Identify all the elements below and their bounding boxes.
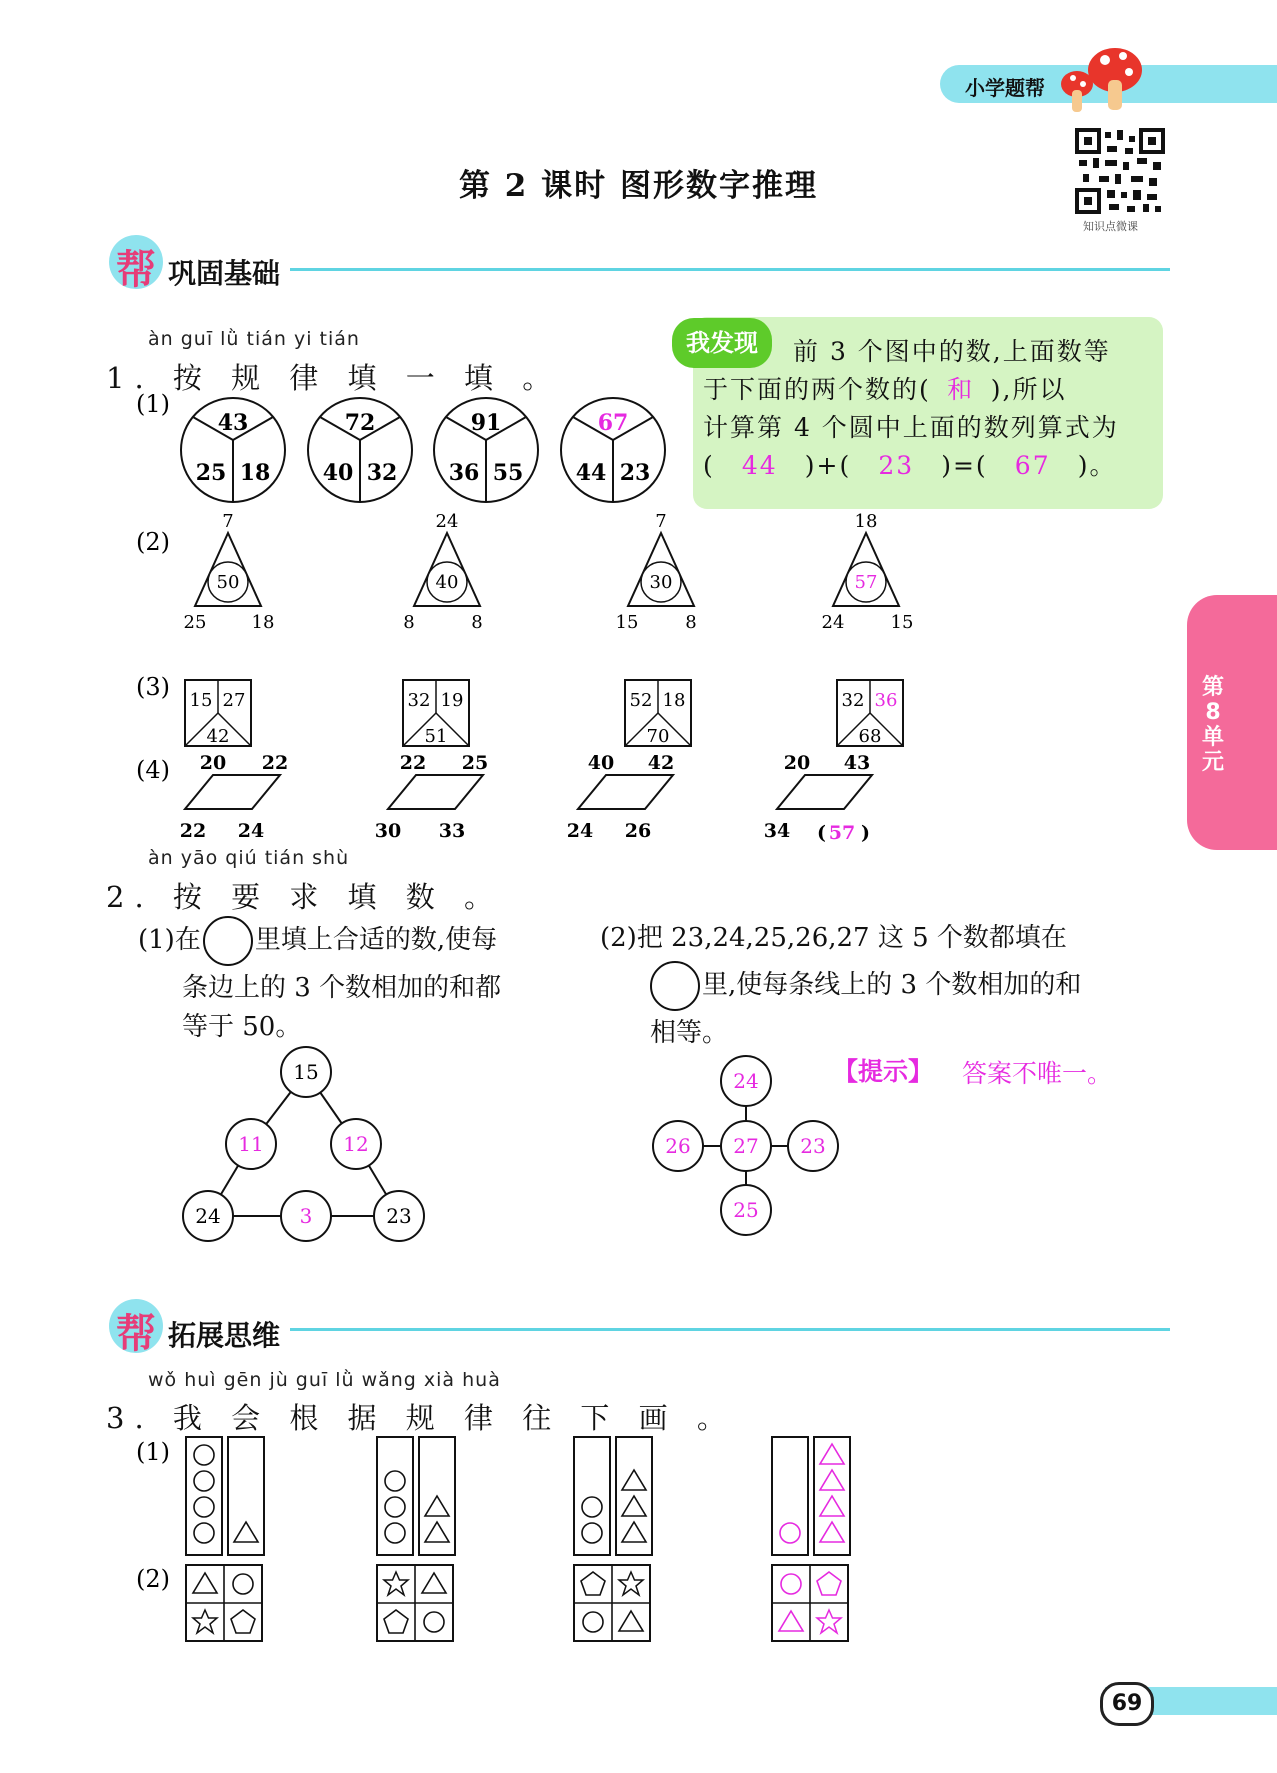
q2-triangle-diagram [150,1040,450,1250]
triangle-center: 40 [435,572,459,593]
box-c: 42 [206,726,230,747]
q2p1-line: 条边上的 3 个数相加的和都 [182,973,502,1003]
star-icon [619,1572,643,1595]
shape-square [186,1565,262,1641]
parallelogram-figure [764,752,872,844]
star-icon [193,1610,217,1633]
triangle-icon-answer [779,1611,803,1631]
q1-text: 1. 按 规 律 填 一 填 。 [106,361,562,395]
para-tl: 20 [199,752,227,774]
shape-grid [574,1437,652,1555]
triangle-icon [619,1611,643,1631]
triangle-left: 25 [183,612,207,633]
discover-line: 前 3 个图中的数,上面数等 [793,337,1111,366]
circle-top-answer: 67 [597,410,629,436]
q2p2-line: 相等。 [650,1018,729,1048]
box-c: 51 [424,726,448,747]
q1-part3-label: (3) [136,673,170,701]
para-tl: 40 [587,752,615,774]
triangle-icon-answer [820,1496,844,1516]
q2-text: 2. 按 要 求 填 数 。 [106,880,503,914]
para-paren: ( [817,822,826,844]
q2-pinyin: àn yāo qiú tián shù [148,847,350,869]
circle-icon [233,1574,253,1594]
triangle-top: 18 [854,511,878,532]
circle-icon [194,1471,214,1491]
q2-part2-text [600,916,1160,1056]
star-icon-answer [817,1610,841,1633]
q1-pinyin: àn guī lǜ tián yi tián [148,328,360,350]
triangle-center: 30 [649,572,673,593]
q3-part2-label: (2) [136,1565,170,1593]
section-divider [290,1328,1170,1331]
eq-equals: )=( [941,451,988,480]
triangle-icon-answer [820,1444,844,1464]
circle-left: 36 [448,460,480,486]
triangle-icon [234,1522,258,1542]
triangle-right: 18 [251,612,275,633]
box-b-answer: 36 [874,690,898,711]
tri-node-answer: 11 [238,1132,264,1156]
pentagon-icon-answer [817,1572,841,1595]
shape-grid [772,1437,850,1555]
shape-square [377,1565,453,1641]
triangle-icon-answer [820,1470,844,1490]
tri-node-value: 15 [293,1060,319,1084]
star-icon [384,1572,408,1595]
triangle-figure [822,511,914,633]
triangle-left: 8 [403,612,415,633]
para-tr: 43 [843,752,871,774]
brand-label: 小学题帮 [965,76,1045,100]
triangle-figure [616,511,697,633]
blank-circle-icon [650,961,700,1011]
cross-node [721,1121,771,1171]
q3-drawings [0,1425,900,1655]
para-tr: 42 [647,752,675,774]
box-c: 68 [858,726,882,747]
circle-top: 43 [217,410,249,436]
parallelogram-figure [375,752,488,842]
unit-label: 第8单元 [1201,675,1224,775]
cross-node [721,1185,771,1235]
triangle-top: 7 [222,511,234,532]
q2-part1-label: (1) [138,925,175,955]
triangle-icon [622,1496,646,1516]
tri-node-value: 23 [386,1204,412,1228]
section-title: 巩固基础 [168,257,281,290]
box-c: 70 [646,726,670,747]
q1-part2-label: (2) [136,528,170,556]
triangle-icon [622,1522,646,1542]
circle-icon [582,1497,602,1517]
triangle-center: 50 [216,572,240,593]
triangle-icon [422,1573,446,1593]
eq-paren: ( [703,451,715,480]
circle-icon [385,1471,405,1491]
circle-figure [561,398,665,502]
tri-node [374,1191,424,1241]
cross-node-answer: 25 [733,1198,759,1222]
tri-node [331,1119,381,1169]
circle-icon [194,1523,214,1543]
q3-part1-label: (1) [136,1438,170,1466]
hint-label: 【提示】 [833,1057,934,1086]
circle-icon [385,1497,405,1517]
pentagon-icon [384,1610,408,1633]
section-divider [290,268,1170,271]
tri-node-answer: 12 [343,1132,369,1156]
section-badge: 帮 [116,1311,156,1357]
section-title: 拓展思维 [168,1319,281,1352]
circle-icon [424,1612,444,1632]
q1-part4-label: (4) [136,756,170,784]
cross-node [653,1121,703,1171]
para-br: 26 [624,820,652,842]
box-figure [403,680,469,747]
box-figure [625,680,691,747]
circle-icon [194,1497,214,1517]
box-b: 27 [222,690,246,711]
pentagon-icon [581,1572,605,1595]
circle-figure [181,398,285,502]
para-bl: 24 [566,820,594,842]
triangle-icon [425,1522,449,1542]
triangle-top: 24 [435,511,459,532]
triangle-center-answer: 57 [854,572,878,593]
para-bl: 30 [374,820,402,842]
para-bl: 34 [763,820,791,842]
circle-right: 55 [492,460,524,486]
shape-grid [377,1437,455,1555]
shape-square [574,1565,650,1641]
circle-icon [583,1612,603,1632]
circle-right: 18 [239,460,271,486]
tri-node [183,1191,233,1241]
shape-grid [186,1437,264,1555]
triangle-icon [193,1573,217,1593]
triangle-figure [184,511,275,633]
triangle-left: 15 [615,612,639,633]
eq-answer: 23 [878,451,915,480]
page-title: 第 2 课时 图形数字推理 [459,168,818,204]
q2-cross-diagram [640,1050,860,1250]
qr-label: 知识点微课 [1083,220,1138,233]
tri-node-answer: 3 [299,1204,313,1228]
triangle-top: 7 [655,511,667,532]
cross-node-answer: 24 [733,1069,759,1093]
box-a: 15 [189,690,213,711]
shape-square [772,1565,848,1641]
box-a: 52 [629,690,653,711]
box-figure [185,680,251,747]
cross-node-answer: 27 [733,1134,759,1158]
tri-node [281,1047,331,1097]
q2p1-line [138,916,558,966]
para-tr: 25 [461,752,489,774]
box-b: 18 [662,690,686,711]
circle-figure [308,398,412,502]
q2-part2-label: (2) [600,923,637,953]
para-br: 24 [237,820,265,842]
para-br: 33 [438,820,466,842]
mushroom-icon [1055,42,1145,117]
cross-node-answer: 23 [800,1134,826,1158]
circle-icon-answer [780,1523,800,1543]
circle-right: 32 [366,460,398,486]
circle-figure [434,398,538,502]
discover-text-part: ),所以 [990,375,1067,404]
eq-paren: )。 [1077,451,1117,480]
q2p2-line [600,961,1160,1011]
para-bl: 22 [179,820,207,842]
para-br-answer: 57 [828,822,856,844]
circle-right: 23 [619,460,651,486]
discover-text-part: 于下面的两个数的( [703,375,931,404]
q3-text: 3. 我 会 根 据 规 律 往 下 画 。 [106,1401,736,1435]
eq-answer: 67 [1014,451,1051,480]
circle-left: 40 [322,460,354,486]
q2p2-text-part: 里,使每条线上的 3 个数相加的和 [702,970,1082,1000]
triangle-icon-answer [820,1522,844,1542]
circle-left: 25 [195,460,227,486]
triangle-icon [425,1496,449,1516]
tri-node [226,1119,276,1169]
q2p2-line [600,916,1160,961]
q2p1-text-part: 里填上合适的数,使每 [254,925,498,955]
q1-diagrams [0,380,960,850]
circle-top: 72 [344,410,376,436]
discover-badge: 我发现 [672,318,772,368]
tri-node [281,1191,331,1241]
eq-answer: 44 [741,451,778,480]
triangle-right: 8 [685,612,697,633]
box-figure [837,680,903,747]
q2p2-text-part: 把 23,24,25,26,27 这 5 个数都填在 [636,923,1067,953]
circle-icon [385,1523,405,1543]
q2-part1-text [138,916,558,1050]
para-tl: 20 [783,752,811,774]
circle-top: 91 [470,410,502,436]
circle-icon-answer [781,1574,801,1594]
q2p1-text-part: 在 [174,925,201,955]
triangle-icon [622,1470,646,1490]
parallelogram-figure [180,752,288,842]
eq-plus: )+( [804,451,852,480]
para-paren: ) [861,822,870,844]
section-badge: 帮 [116,247,156,293]
para-tr: 22 [261,752,289,774]
para-tl: 22 [399,752,427,774]
pentagon-icon [231,1610,255,1633]
q1-part1-label: (1) [136,390,170,418]
triangle-left: 24 [821,612,845,633]
triangle-figure [403,511,482,633]
cross-node [721,1056,771,1106]
parallelogram-figure [567,752,674,842]
triangle-right: 8 [471,612,483,633]
discover-answer: 和 [947,375,975,404]
box-a: 32 [841,690,865,711]
cross-node-answer: 26 [665,1134,691,1158]
triangle-right: 15 [890,612,914,633]
q3-pinyin: wǒ huì gēn jù guī lǜ wǎng xià huà [148,1369,501,1391]
box-a: 32 [407,690,431,711]
page-number: 69 [1100,1682,1154,1726]
blank-circle-icon [203,916,253,966]
circle-left: 44 [575,460,607,486]
tri-node-value: 24 [195,1204,221,1228]
q2p1-line: 等于 50。 [182,1012,302,1042]
circle-icon [582,1523,602,1543]
circle-icon [194,1445,214,1465]
hint-text: 答案不唯一。 [962,1059,1113,1088]
box-b: 19 [440,690,464,711]
discover-line: 计算第 4 个圆中上面的数列算式为 [703,413,1119,442]
cross-node [788,1121,838,1171]
